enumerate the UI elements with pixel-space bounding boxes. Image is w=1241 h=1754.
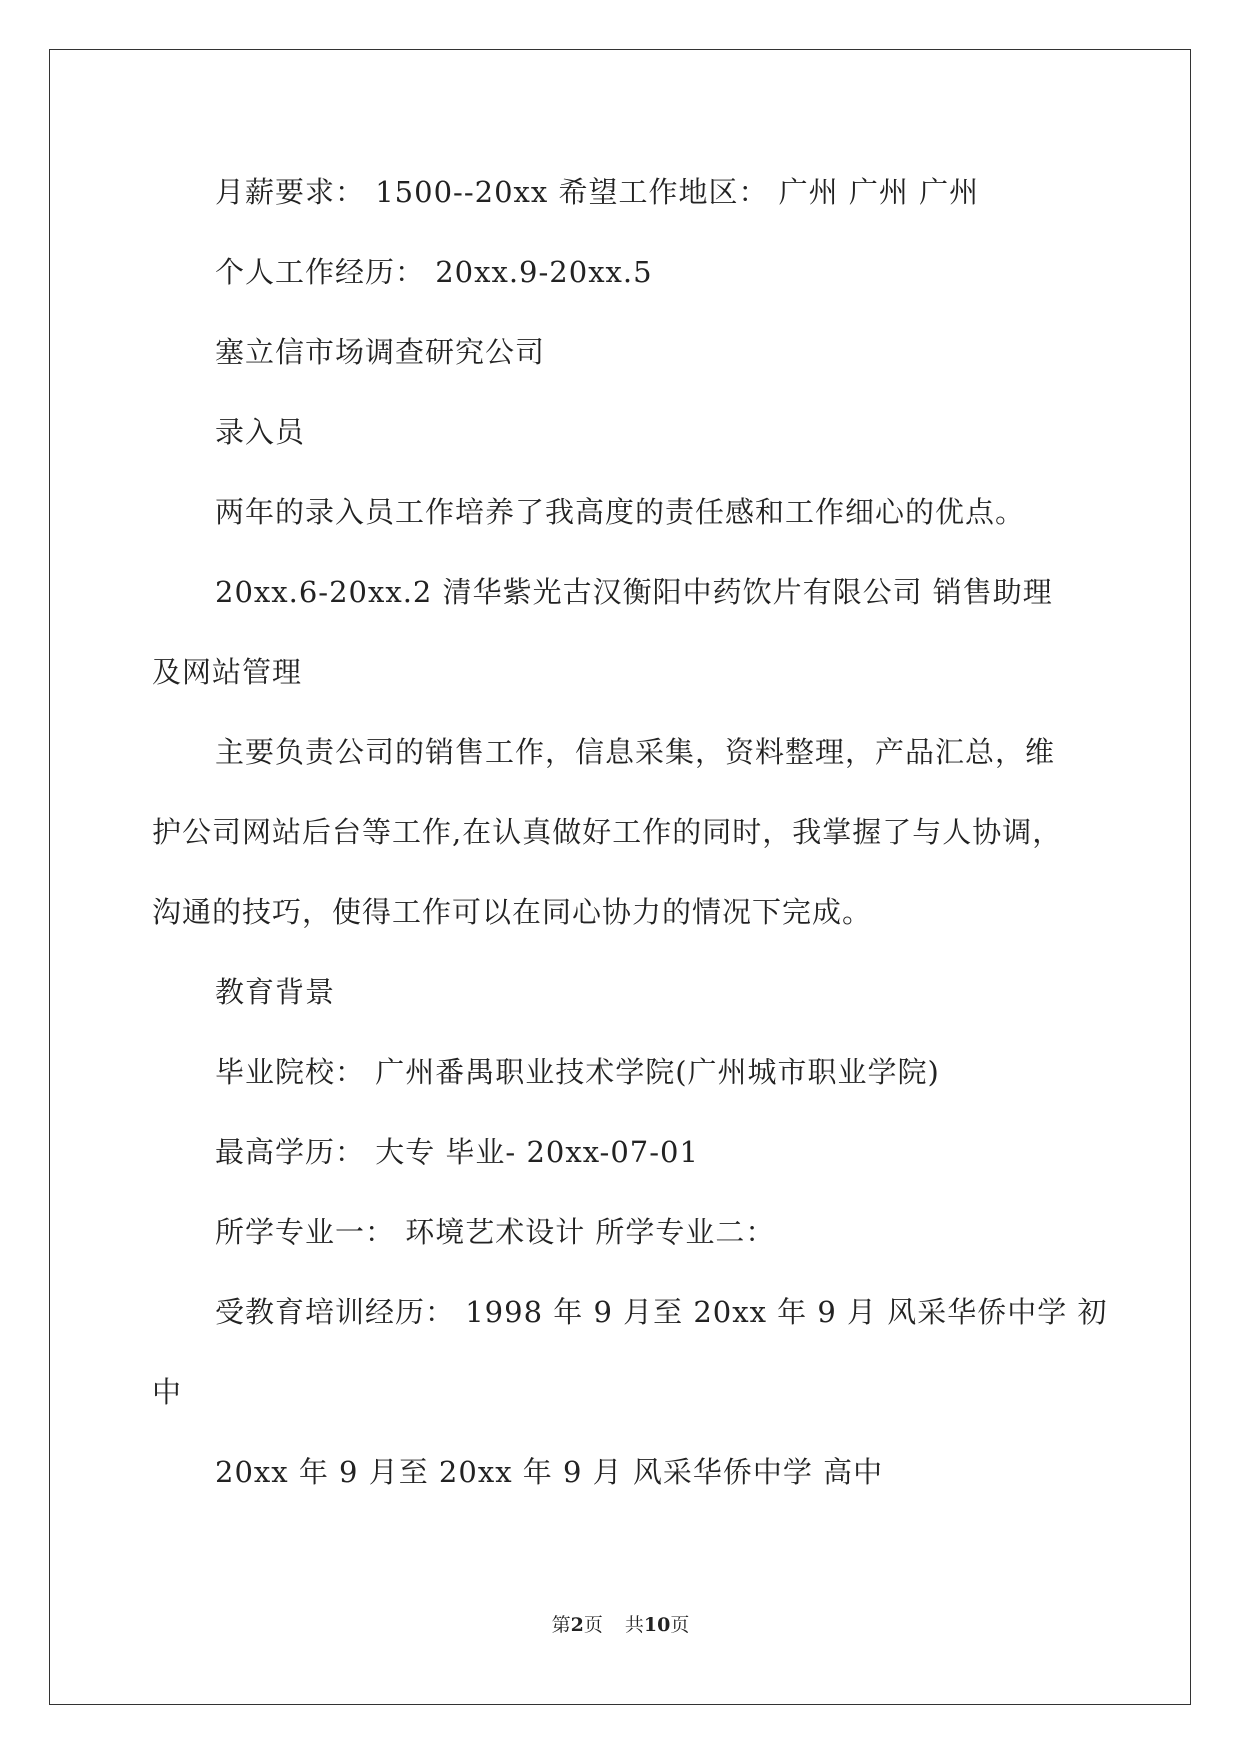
job-description-2-line-2: 护公司网站后台等工作,在认真做好工作的同时，我掌握了与人协调， — [152, 815, 1063, 849]
job-description-1: 两年的录入员工作培养了我高度的责任感和工作细心的优点。 — [215, 495, 1026, 529]
training-history-line-1: 受教育培训经历： 1998 年 9 月至 20xx 年 9 月 风采华侨中学 初 — [215, 1295, 1108, 1329]
training-history-line-1-cont: 中 — [152, 1375, 183, 1409]
company-name-1: 塞立信市场调查研究公司 — [215, 335, 546, 369]
page-total: 10 — [643, 1614, 671, 1636]
job-description-2-line-1: 主要负责公司的销售工作，信息采集，资料整理，产品汇总，维 — [215, 735, 1056, 769]
total-suffix: 页 — [670, 1614, 690, 1636]
job-description-2-line-3: 沟通的技巧，使得工作可以在同心协力的情况下完成。 — [152, 895, 873, 929]
page-prefix: 第 — [551, 1614, 571, 1636]
highest-degree-line: 最高学历： 大专 毕业- 20xx-07-01 — [215, 1135, 699, 1169]
training-history-line-2: 20xx 年 9 月至 20xx 年 9 月 风采华侨中学 高中 — [215, 1455, 884, 1489]
page-suffix: 页 — [583, 1614, 603, 1636]
education-heading: 教育背景 — [215, 975, 336, 1009]
work-history-entry-2-cont: 及网站管理 — [152, 655, 303, 689]
total-prefix: 共 — [624, 1614, 644, 1636]
work-history-entry-2: 20xx.6-20xx.2 清华紫光古汉衡阳中药饮片有限公司 销售助理 — [215, 575, 1053, 609]
graduated-school-line: 毕业院校： 广州番禺职业技术学院(广州城市职业学院) — [215, 1055, 940, 1089]
page-current: 2 — [570, 1614, 584, 1636]
work-history-heading: 个人工作经历： 20xx.9-20xx.5 — [215, 255, 653, 289]
salary-expectation-line: 月薪要求： 1500--20xx 希望工作地区： 广州 广州 广州 — [215, 175, 980, 209]
job-title-1: 录入员 — [215, 415, 306, 449]
page-number-footer — [0, 1612, 1241, 1638]
major-line: 所学专业一： 环境艺术设计 所学专业二： — [215, 1215, 776, 1249]
